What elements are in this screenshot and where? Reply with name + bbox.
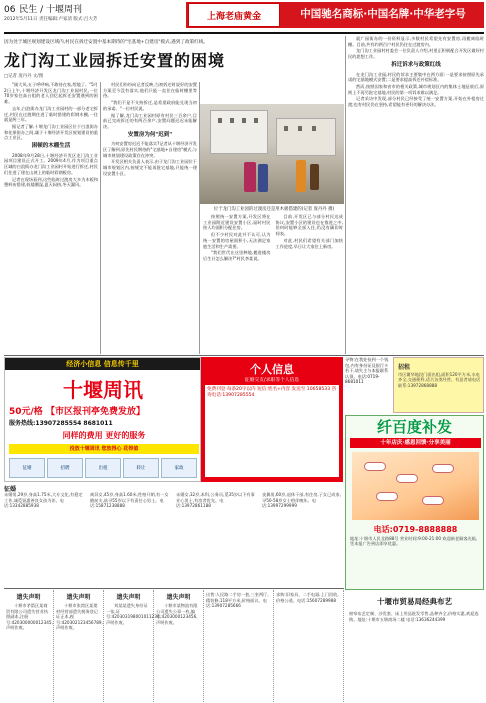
column-divider [100,82,101,354]
article-column-2: 村民们纷纷向记者反映,当初拆迁时说好的安置方案至今没有落实,他们只能一直住在临时棚里等待。 "我们不是不支持拆迁,是希望政府能兑现当初的承诺。"一位村民说。 据了解,龙门沟工业园村原有村民三百余户,目前已完成拆迁的有两百余户,安置问题迟迟未能解决。 安置房为何"迟到" 为何安置房迟迟不能落实?记者从十堰经济开发区了解到,原先村民期待的"宅基地+自建房"模式,与城市规划建设政策存在冲突。 开发区相关负责人表示,由于龙门沟工业园位于城市规划区内,按规定不能再批宅基地,只能统一建设安置小区。 [103,82,197,176]
promo-body: 地址:十堰市人民北路88号 营业时间:9:00-21:00 欢迎新老顾客光临,凭本报广告到店即享优惠。 [350,536,478,547]
ad-phone: 服务热线:13907285554 8681011 [9,420,113,427]
promo-title: 纤百度补发 [376,418,452,436]
article-column-1: "刚大风,五子呼呼响,不敢待在家,给地了。"5月2日上午,十堰经济开发区龙门沟工业园村民,一位70岁家住高台组的老人回忆起拆迁安置遇到的困难。 去年,白浪街办龙门沟工业园村的一部分老宅拆迁,村民在过渡期住进了临时搭建的彩钢木棚,一住就是两三年。 据记者了解,十堰龙门沟工业园区位于白浪街办和花果街办之间,属于十堰经济开发区规划建设的重点工业区。 困顿的木棚生活 2008年9月28日,十堰经济开发区龙门沟工业园项目建设正式开工。2009年4月,作为项目重点区域的白浪街办龙门沟工业园村开始进行拆迁,村民们住进了建在山坡上的临时彩钢板房。 记者在现场看到,这些临时过渡房大多为木板和塑料布搭建,低矮潮湿,夏天闷热,冬天漏风。 [4,82,98,188]
article-photo [200,104,344,204]
rental-ad-body: 市区繁华地段门面出租,面积120平方米,水电齐全,交通便利,适合各类经营。有意者请电话联系:13972868888 [398,372,481,388]
lost-notice [104,590,161,702]
page-number: 06 民生 / 十堰周刊 [4,5,83,15]
notice-title: 遗失声明 [16,594,41,601]
ad-brand: 十堰周讯 [63,378,143,402]
personals-entry: 未婚女,32岁,本科,公务员,觅35岁以下有事业心男士,有房者优先。电话:13972861188 [176,492,255,509]
personal-info-body: 免费刊登 每条20字以内 短信:姓名+内容 发送至 10658533 咨询电话:13907285554 [205,385,339,477]
notice-rule [4,588,344,589]
ad-category: 转让 [123,458,159,478]
shiyan-weekly-ad [4,357,201,482]
promo-tag: 十年店庆·感恩回馈·分享美丽 [350,438,481,448]
column-divider [345,36,346,354]
listing: 出售:人民路二手房一套,三室两厅,精装修,118平方米,价格面议。电话:13907285666 [204,590,274,702]
personal-info-subtitle: 征婚交友/求职等个人信息 [244,378,300,383]
article-kicker: 因为处于城区规划建设区域内,村民在拆迁安置中基本期待的"宅基地+自建房"模式,遇到了政策红线。 [4,40,208,45]
ad-category: 招聘 [47,458,83,478]
ad-category: 家政 [161,458,197,478]
fabric-store-body: 窗帘布艺定制、沙发套、床上用品批发零售,品种齐全,价格实惠,欢迎选购。地址:十堰市五堰商场二楼 电话:13636244399 [349,611,479,622]
notice-body: 十堰市茅箭区某商贸有限公司遗失营业执照副本,注册号:420300000012345,声明作废。 [6,603,53,631]
notices-row [4,590,484,702]
dateline: 2012年5月11日 责任编辑:卢家清 版式:吕大芳 [4,17,98,22]
subhead: 安置房为何"迟到" [127,131,173,138]
promo-image [352,452,479,520]
ad-category: 征婚 [9,458,45,478]
ad-top-banner: 经济小信息 信息传千里 [5,358,200,370]
notice-title: 遗失声明 [116,594,141,601]
personal-info-title: 个人信息 [250,363,294,376]
ad-section-rule [4,355,484,356]
ad-strip: 投放十堰周讯 您放得心 花得值 [9,444,199,454]
fabric-store-ad [345,590,484,702]
lost-notice [154,590,204,702]
notice-body: 十堰市张湾区某建材经营部遗失税务登记证正本,税号:420302123456789,声明作废。 [56,603,103,631]
ad-category: 出租 [85,458,121,478]
notice-title: 遗失声明 [166,594,191,601]
banner-slogan: 中国驰名商标·中国名牌·中华老字号 [300,8,466,20]
photo-caption: 位于龙门沟工业园的过渡房还是用木板搭建的(记者 庞丹丹 摄) [213,207,335,212]
article-headline: 龙门沟工业园拆迁安置的困境 [4,51,226,70]
article-byline: □记者 庞丹丹 文/图 [4,74,44,79]
article-column-3: 按照统一安置方案,开发区将在工业园附近建设安置小区,届时村民按人均面积分配住房。 但不少村民对此并不认可,认为统一安置的房屋面积小,无法满足家庭生活和生产需要。 "我们世代在这里种地,搬进楼房后生计怎么解决?"村民李某说。 目前,开发区已与部分村民达成协议,安置小区的建设也在推进之中,但何时能够全部入住,仍没有确切时间表。 对此,村民们希望有关部门加快工作进度,早日让大家住上新房。 [203,214,343,261]
classified-personals [4,484,344,588]
section-label: 民生 / 十堰周刊 [19,5,83,15]
personals-entry: 离异女,45岁,身高1.60米,性格开朗,有一女随前夫,欲寻55岁以下有责任心男士。电话:15871238888 [90,492,169,509]
notice-body: 刘某某遗失身份证一张,证号:420303198001011234,声明作废。 [106,603,161,625]
header-rule [4,32,484,34]
personals-entry: 未婚男,29岁,身高1.75米,大专文化,有稳定工作,诚觅贤惠善良女孩为伴。电话:13342885938 [4,492,83,509]
notice-title: 遗失声明 [66,594,91,601]
personals-heading: 征婚 [4,486,17,493]
rental-ad-title: 招租 [398,364,411,371]
ad-slogan: 同样的费用 更好的服务 [62,431,146,440]
banner-logo: 上海老庙黄金 [188,3,280,27]
promo-phone: 电话:0719-8888888 [373,525,458,534]
article-column-4: 就广园街办的一份资料显示,多数村民希望先有安置房,再搬离临时棚。目前,共有约两百户村民仍住在过渡房内。 龙门沟工业园村村委会一位负责人介绍,村里正积极配合开发区做好村民的思想工作。 拆迁诉求与政策红线 在龙门沟工业园,村民的诉求主要集中在两方面:一是要求按照原先承诺的宅基地模式安置;二是要求提高拆迁补偿标准。 然而,按照国家和省市的相关政策,城市规划区内的集体土地征收后,原则上不再另批宅基地,村民的第一项诉求难以满足。 记者采访中发现,部分村民已经接受了统一安置方案,开始在外租房过渡;也有村民仍在坚持,希望能有更好的解决办法。 [348,36,484,108]
classified-lost-item: 寻物:在我处捡到一个钱包,内有身份证及银行卡若干,请失主与本报联系认领。电话:0719-8681011 [345,357,389,385]
listing: 求购:旧家具、二手电器,上门回收,价格公道。电话:15607289988 [274,590,344,702]
personal-info-ad [201,357,343,482]
lost-notice [54,590,104,702]
beauty-promo-ad [345,415,484,590]
ad-price: 50元/格 【市区报刊亭免费发放】 [9,407,145,417]
personals-entry: 丧偶男,60岁,退休干部,有住房,子女已成家,寻50-58岁女士相伴晚年。电话:13997299999 [262,492,341,509]
subhead: 拆迁诉求与政策红线 [391,61,441,68]
fabric-store-title: 十堰市贸易局经典布艺 [377,597,452,606]
notice-body: 十堰市某物流有限公司遗失公章一枚,编号:4203000123456,声明作废。 [156,603,198,625]
subhead: 困顿的木棚生活 [31,143,71,150]
lost-notice [4,590,54,702]
rental-ad [393,357,484,413]
